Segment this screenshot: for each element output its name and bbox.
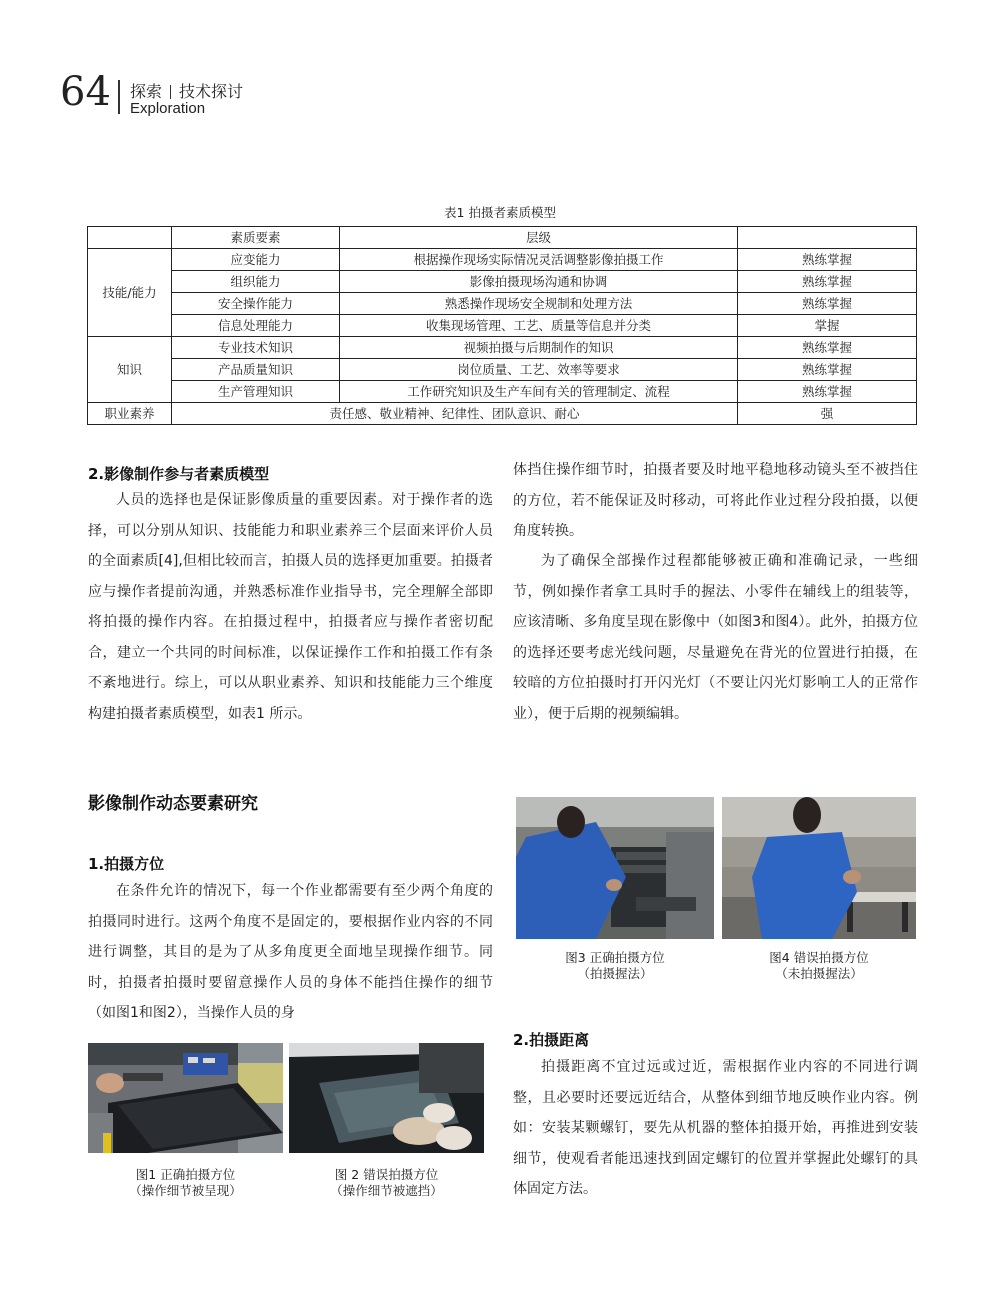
header-section [130, 79, 243, 102]
table-cell-element: 产品质量知识 [172, 359, 340, 381]
table-cell-level: 掌握 [738, 315, 917, 337]
paragraph-shooting-distance: 拍摄距离不宜过远或过近，需根据作业内容的不同进行调整，且必要时还要远近结合，从整体到细节地反映作业内容。例如：安装某颗螺钉，要先从机器的整体拍摄开始，再推进到安装细节，使观看者能迅速找到固定螺钉的位置并掌握此处螺钉的具体固定方法。 [513, 1059, 918, 1197]
table-cell-description: 责任感、敬业精神、纪律性、团队意识、耐心 [172, 403, 738, 425]
table-cell-level: 熟练掌握 [738, 293, 917, 315]
page-number: 64 [60, 69, 111, 115]
table-row [88, 271, 917, 293]
figure-3-photo [516, 797, 714, 939]
glove-hand-photo-illustration [289, 1043, 484, 1153]
group-label: 技能/能力 [88, 249, 172, 337]
table-cell-element: 安全操作能力 [172, 293, 340, 315]
table-row [88, 403, 917, 425]
section-label: 探索 [130, 82, 163, 101]
figure-1-subtitle: （操作细节被呈现） [129, 1183, 242, 1198]
figure-1-caption [88, 1167, 283, 1199]
quality-model-table [87, 226, 917, 425]
table-header-element: 素质要素 [172, 227, 340, 249]
table-cell-level: 熟练掌握 [738, 381, 917, 403]
table-cell-description: 收集现场管理、工艺、质量等信息并分类 [340, 315, 738, 337]
table-cell-description: 熟悉操作现场安全规制和处理方法 [340, 293, 738, 315]
table-cell-level: 熟练掌握 [738, 249, 917, 271]
table-cell-element: 信息处理能力 [172, 315, 340, 337]
figure-2-subtitle: （操作细节被遮挡） [330, 1183, 443, 1198]
figure-3-caption [516, 950, 714, 982]
heading-shooting-distance: 2.拍摄距离 [513, 1031, 590, 1049]
header-divider [118, 80, 120, 114]
figure-4-subtitle: （未拍摄握法） [775, 966, 863, 981]
operator-wrong-angle-illustration [722, 797, 916, 939]
figure-3-subtitle: （拍摄握法） [577, 966, 653, 981]
table-row [88, 249, 917, 271]
figure-1-title: 图1 正确拍摄方位 [135, 1167, 236, 1182]
subsection-label: 技术探讨 [179, 82, 244, 101]
table-header-empty [88, 227, 172, 249]
table-row [88, 293, 917, 315]
heading-participant-model: 2.影像制作参与者素质模型 [88, 465, 270, 483]
table-cell-level: 熟练掌握 [738, 359, 917, 381]
table-cell-level: 强 [738, 403, 917, 425]
table-header-row [88, 227, 917, 249]
section-english-label: Exploration [130, 100, 206, 117]
figure-4-caption [722, 950, 916, 982]
operator-correct-angle-illustration [516, 797, 714, 939]
table-row [88, 315, 917, 337]
table-header-level: 层级 [340, 227, 738, 249]
figure-2-title: 图 2 错误拍摄方位 [334, 1167, 439, 1182]
table-row [88, 337, 917, 359]
group-label: 职业素养 [88, 403, 172, 425]
table-cell-element: 专业技术知识 [172, 337, 340, 359]
paragraph-detail-recording: 为了确保全部操作过程都能够被正确和准确记录，一些细节，例如操作者拿工具时手的握法、小零件在辅线上的组装等，应该清晰、多角度呈现在影像中（如图3和图4）。此外，拍摄方位的选择还要考虑光线问题，尽量避免在背光的位置进行拍摄，在较暗的方位拍摄时打开闪光灯（不要让闪光灯影响工人的正常作业），便于后期的视频编辑。 [513, 553, 918, 722]
table-cell-description: 根据操作现场实际情况灵活调整影像拍摄工作 [340, 249, 738, 271]
table-cell-level: 熟练掌握 [738, 337, 917, 359]
group-label: 知识 [88, 337, 172, 403]
figure-3-title: 图3 正确拍摄方位 [565, 950, 665, 965]
table-cell-element: 生产管理知识 [172, 381, 340, 403]
section-heading-dynamic-elements: 影像制作动态要素研究 [88, 794, 258, 814]
heading-shooting-position: 1.拍摄方位 [88, 855, 165, 873]
table-cell-element: 组织能力 [172, 271, 340, 293]
table-cell-description: 影像拍摄现场沟通和协调 [340, 271, 738, 293]
table-cell-level: 熟练掌握 [738, 271, 917, 293]
figure-1-photo [88, 1043, 283, 1153]
table-cell-description: 岗位质量、工艺、效率等要求 [340, 359, 738, 381]
table-caption: 表1 拍摄者素质模型 [444, 205, 556, 220]
table-header-blank [738, 227, 917, 249]
table-cell-description: 工作研究知识及生产车间有关的管理制定、流程 [340, 381, 738, 403]
table-cell-element: 应变能力 [172, 249, 340, 271]
figure-2-photo [289, 1043, 484, 1153]
paragraph-shooting-position: 在条件允许的情况下，每一个作业都需要有至少两个角度的拍摄同时进行。这两个角度不是固定的，要根据作业内容的不同进行调整，其目的是为了从多角度更全面地呈现操作细节。同时，拍摄者拍摄时要留意操作人员的身体不能挡住操作的细节（如图1和图2），当操作人员的身 [88, 883, 493, 1021]
paragraph-body-obstruction: 体挡住操作细节时，拍摄者要及时地平稳地移动镜头至不被挡住的方位，若不能保证及时移动，可将此作业过程分段拍摄，以便角度转换。 [513, 462, 918, 539]
table-cell-description: 视频拍摄与后期制作的知识 [340, 337, 738, 359]
figure-4-photo [722, 797, 916, 939]
figure-2-caption [289, 1167, 484, 1199]
table-row [88, 381, 917, 403]
workbench-photo-illustration [88, 1043, 283, 1153]
figure-4-title: 图4 错误拍摄方位 [769, 950, 869, 965]
paragraph-personnel-selection: 人员的选择也是保证影像质量的重要因素。对于操作者的选择，可以分别从知识、技能能力和职业素养三个层面来评价人员的全面素质[4],但相比较而言，拍摄人员的选择更加重要。拍摄者应与操作者提前沟通，并熟悉标准作业指导书，完全理解全部即将拍摄的操作内容。在拍摄过程中，拍摄者应与操作者密切配合，建立一个共同的时间标准，以保证操作工作和拍摄工作有条不紊地进行。综上，可以从职业素养、知识和技能能力三个维度构建拍摄者素质模型，如表1 所示。 [88, 492, 493, 722]
section-separator [170, 85, 171, 99]
table-row [88, 359, 917, 381]
